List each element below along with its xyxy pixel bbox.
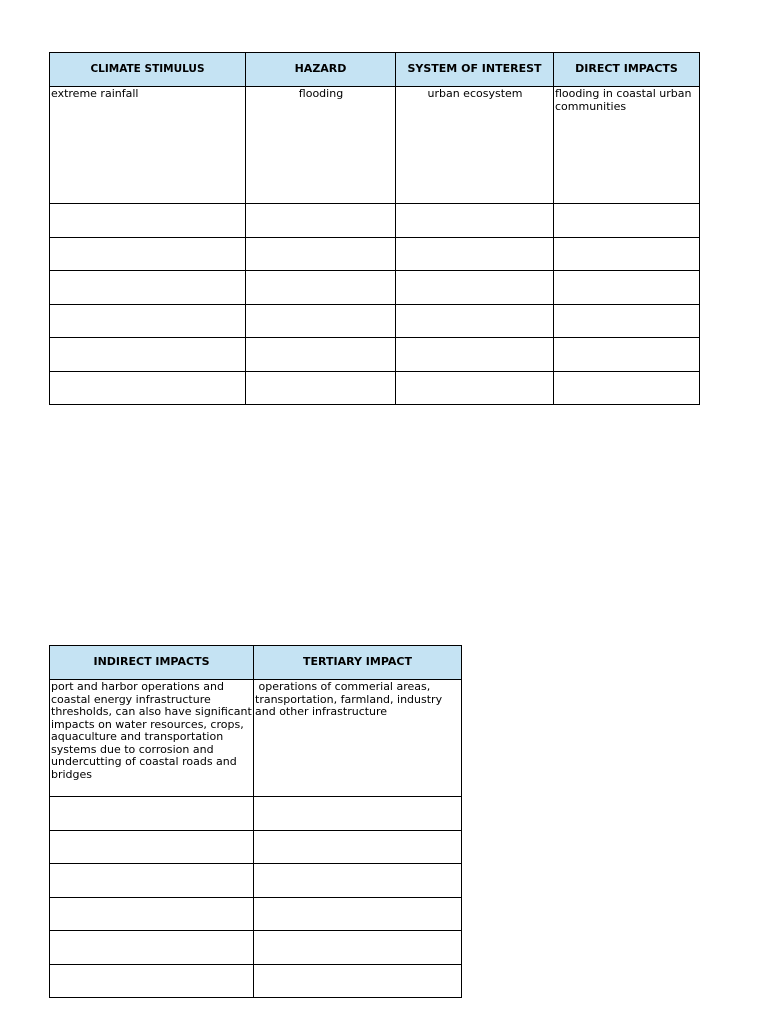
header-tertiary-impact: TERTIARY IMPACT — [254, 646, 462, 680]
header-direct-impacts: DIRECT IMPACTS — [554, 53, 700, 87]
table-row — [50, 204, 700, 238]
empty-cell[interactable] — [254, 931, 462, 965]
header-climate-stimulus: CLIMATE STIMULUS — [50, 53, 246, 87]
empty-cell[interactable] — [246, 338, 396, 372]
empty-cell[interactable] — [50, 338, 246, 372]
empty-cell[interactable] — [50, 931, 254, 965]
table-header-row — [50, 646, 462, 680]
empty-cell[interactable] — [554, 338, 700, 372]
empty-cell[interactable] — [246, 204, 396, 238]
table-row — [50, 271, 700, 305]
empty-cell[interactable] — [246, 237, 396, 271]
empty-cell[interactable] — [50, 371, 246, 405]
empty-cell[interactable] — [254, 797, 462, 831]
empty-cell[interactable] — [396, 371, 554, 405]
empty-cell[interactable] — [254, 964, 462, 998]
table-row — [50, 87, 700, 204]
empty-cell[interactable] — [50, 204, 246, 238]
empty-cell[interactable] — [50, 864, 254, 898]
table-row — [50, 338, 700, 372]
empty-cell[interactable] — [50, 237, 246, 271]
empty-cell[interactable] — [50, 830, 254, 864]
empty-cell[interactable] — [254, 830, 462, 864]
header-system-of-interest: SYSTEM OF INTEREST — [396, 53, 554, 87]
cell-system-of-interest[interactable]: urban ecosystem — [396, 87, 554, 204]
empty-cell[interactable] — [396, 271, 554, 305]
impacts-table-2 — [49, 645, 462, 998]
table-row — [50, 830, 462, 864]
table-row — [50, 964, 462, 998]
empty-cell[interactable] — [50, 797, 254, 831]
cell-climate-stimulus[interactable]: extreme rainfall — [50, 87, 246, 204]
empty-cell[interactable] — [50, 897, 254, 931]
cell-hazard[interactable]: flooding — [246, 87, 396, 204]
header-hazard: HAZARD — [246, 53, 396, 87]
cell-tertiary-impact[interactable]: operations of commerial areas, transportation, farmland, industry and other infrastructure — [254, 680, 462, 797]
cell-indirect-impacts[interactable]: port and harbor operations and coastal energy infrastructure thresholds, can also have significant impacts on water resources, crops, aquaculture and transportation systems due to corrosion and undercutting of coastal roads and bridges — [50, 680, 254, 797]
table-row — [50, 931, 462, 965]
table-row — [50, 304, 700, 338]
empty-cell[interactable] — [254, 897, 462, 931]
empty-cell[interactable] — [254, 864, 462, 898]
empty-cell[interactable] — [50, 304, 246, 338]
empty-cell[interactable] — [246, 271, 396, 305]
empty-cell[interactable] — [396, 204, 554, 238]
empty-cell[interactable] — [50, 964, 254, 998]
empty-cell[interactable] — [554, 204, 700, 238]
table-row — [50, 864, 462, 898]
empty-cell[interactable] — [396, 338, 554, 372]
table-row — [50, 897, 462, 931]
cell-direct-impacts[interactable]: flooding in coastal urban communities — [554, 87, 700, 204]
table-row — [50, 237, 700, 271]
empty-cell[interactable] — [396, 237, 554, 271]
empty-cell[interactable] — [246, 304, 396, 338]
empty-cell[interactable] — [554, 271, 700, 305]
table-row — [50, 797, 462, 831]
empty-cell[interactable] — [246, 371, 396, 405]
empty-cell[interactable] — [554, 371, 700, 405]
table-row — [50, 371, 700, 405]
empty-cell[interactable] — [396, 304, 554, 338]
empty-cell[interactable] — [50, 271, 246, 305]
empty-cell[interactable] — [554, 304, 700, 338]
impacts-table-1 — [49, 52, 700, 405]
table-header-row — [50, 53, 700, 87]
header-indirect-impacts: INDIRECT IMPACTS — [50, 646, 254, 680]
empty-cell[interactable] — [554, 237, 700, 271]
table-row — [50, 680, 462, 797]
